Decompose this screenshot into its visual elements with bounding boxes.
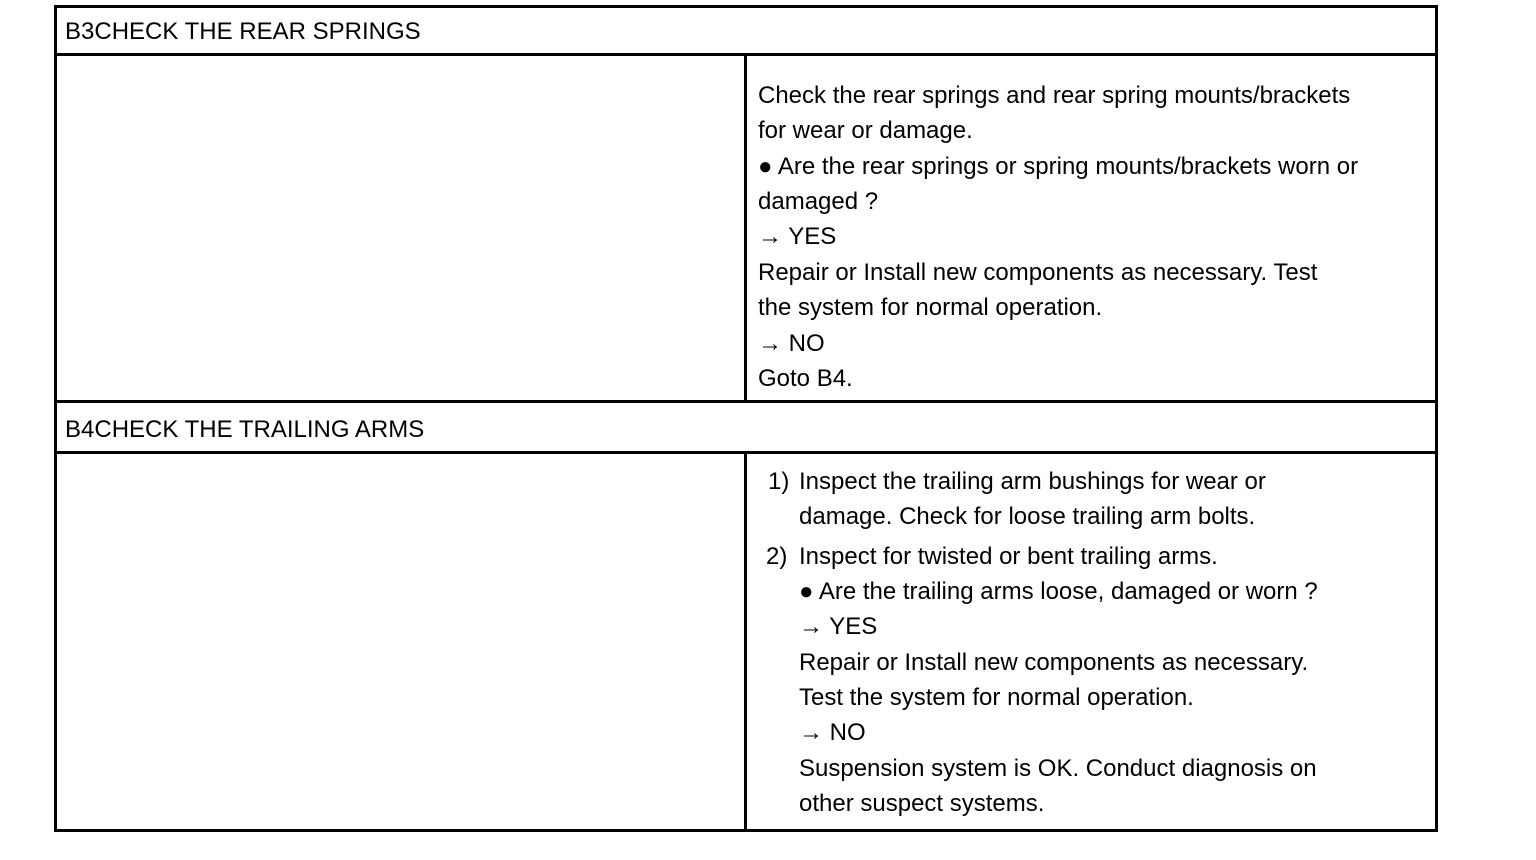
b4-step2-line: Repair or Install new components as necessary. xyxy=(799,649,1309,676)
diagnostic-table xyxy=(54,5,1438,832)
b3-line: damaged ? xyxy=(758,188,879,215)
b3-line: the system for normal operation. xyxy=(758,294,1103,321)
b4-header: B4CHECK THE TRAILING ARMS xyxy=(57,406,1435,454)
b3-body-row xyxy=(57,56,1435,403)
b4-instructions-cell xyxy=(750,454,1435,829)
b3-instructions-cell xyxy=(750,56,1435,400)
b4-step1-line: Inspect the trailing arm bushings for wear or xyxy=(799,468,1266,495)
b3-header: B3CHECK THE REAR SPRINGS xyxy=(57,8,1435,56)
b3-line: for wear or damage. xyxy=(758,117,973,144)
b4-step2-line: other suspect systems. xyxy=(799,790,1045,817)
b3-line: Check the rear springs and rear spring mounts/brackets xyxy=(758,82,1351,109)
b3-line: ● Are the rear springs or spring mounts/brackets worn or xyxy=(758,153,1359,180)
b3-line: Repair or Install new components as necessary. Test xyxy=(758,259,1318,286)
b4-illustration-cell xyxy=(57,454,747,829)
b4-yes-arrow: → YES xyxy=(799,613,878,640)
b4-step-number: 1) xyxy=(768,468,790,495)
b4-no-arrow: → NO xyxy=(799,719,866,746)
b4-step2-line: Test the system for normal operation. xyxy=(799,684,1194,711)
b4-step-number: 2) xyxy=(766,543,788,570)
b4-step1-line: damage. Check for loose trailing arm bolts. xyxy=(799,503,1256,530)
b4-step2-line: Suspension system is OK. Conduct diagnosis on xyxy=(799,755,1317,782)
b3-goto-link: Goto B4. xyxy=(758,365,853,392)
b4-body-row xyxy=(57,454,1435,829)
b3-yes-arrow: → YES xyxy=(758,223,837,250)
b3-illustration-cell xyxy=(57,56,747,400)
b3-no-arrow: → NO xyxy=(758,330,825,357)
b4-step2-line: ● Are the trailing arms loose, damaged or worn ? xyxy=(799,578,1318,605)
b4-step2-line: Inspect for twisted or bent trailing arms. xyxy=(799,543,1218,570)
